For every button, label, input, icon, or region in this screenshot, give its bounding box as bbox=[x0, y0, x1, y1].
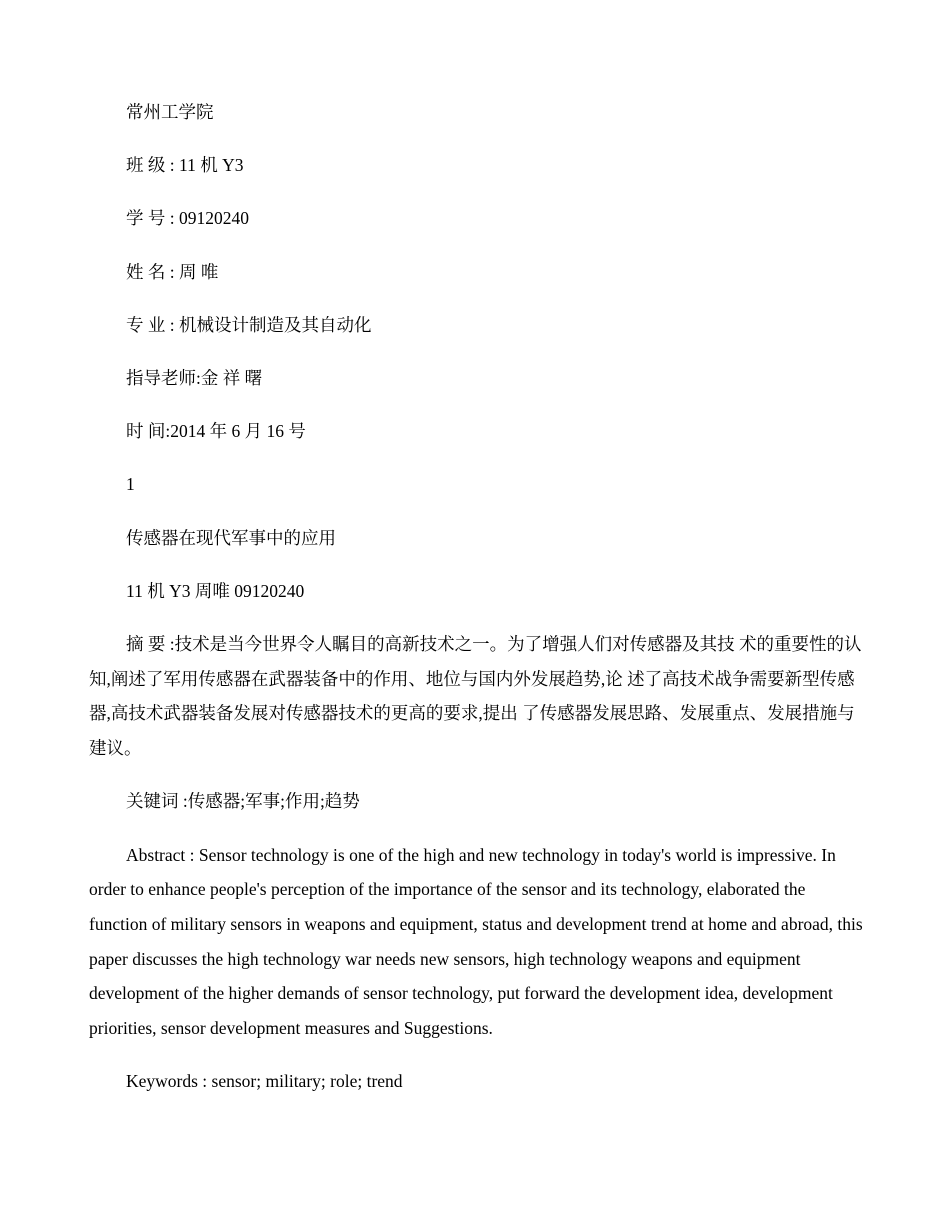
major-line: 专 业 : 机械设计制造及其自动化 bbox=[126, 314, 372, 335]
school-name: 常州工学院 bbox=[126, 102, 214, 122]
page-number: 1 bbox=[126, 474, 135, 495]
author-line: 11 机 Y3 周唯 09120240 bbox=[126, 580, 305, 601]
advisor-line: 指导老师:金 祥 曙 bbox=[126, 368, 263, 389]
keywords-chinese: 关键词 :传感器;军事;作用;趋势 bbox=[126, 791, 360, 812]
keywords-english: Keywords : sensor; military; role; trend bbox=[126, 1071, 403, 1092]
abstract-english: Abstract : Sensor technology is one of the high and new technology in today's world is impressive. In order to enhance people's perception of the importance of the sensor and its technology, elaborated the function of military sensors in weapons and equipment, status and development trend at home and abroad, this paper discusses the high technology war needs new sensors, high technology weapons and equipment development of the higher demands of sensor technology, put forward the development idea, development priorities, sensor development measures and Suggestions. bbox=[89, 844, 863, 1039]
date-line: 时 间:2014 年 6 月 16 号 bbox=[126, 421, 306, 442]
class-line: 班 级 : 11 机 Y3 bbox=[126, 155, 244, 176]
document-body bbox=[89, 95, 865, 1117]
student-id-line: 学 号 : 09120240 bbox=[126, 208, 249, 229]
abstract-chinese: 摘 要 :技术是当今世界令人瞩目的高新技术之一。为了增强人们对传感器及其技 术的重要性的认知,阐述了军用传感器在武器装备中的作用、地位与国内外发展趋势,论 述了高技术战争需要新型传感器,高技术武器装备发展对传感器技术的更高的要求,提出 了传感器发展思路、发展重点、发展措施与建议。 bbox=[89, 634, 862, 759]
name-line: 姓 名 : 周 唯 bbox=[126, 261, 219, 282]
paper-title: 传感器在现代军事中的应用 bbox=[126, 527, 336, 548]
